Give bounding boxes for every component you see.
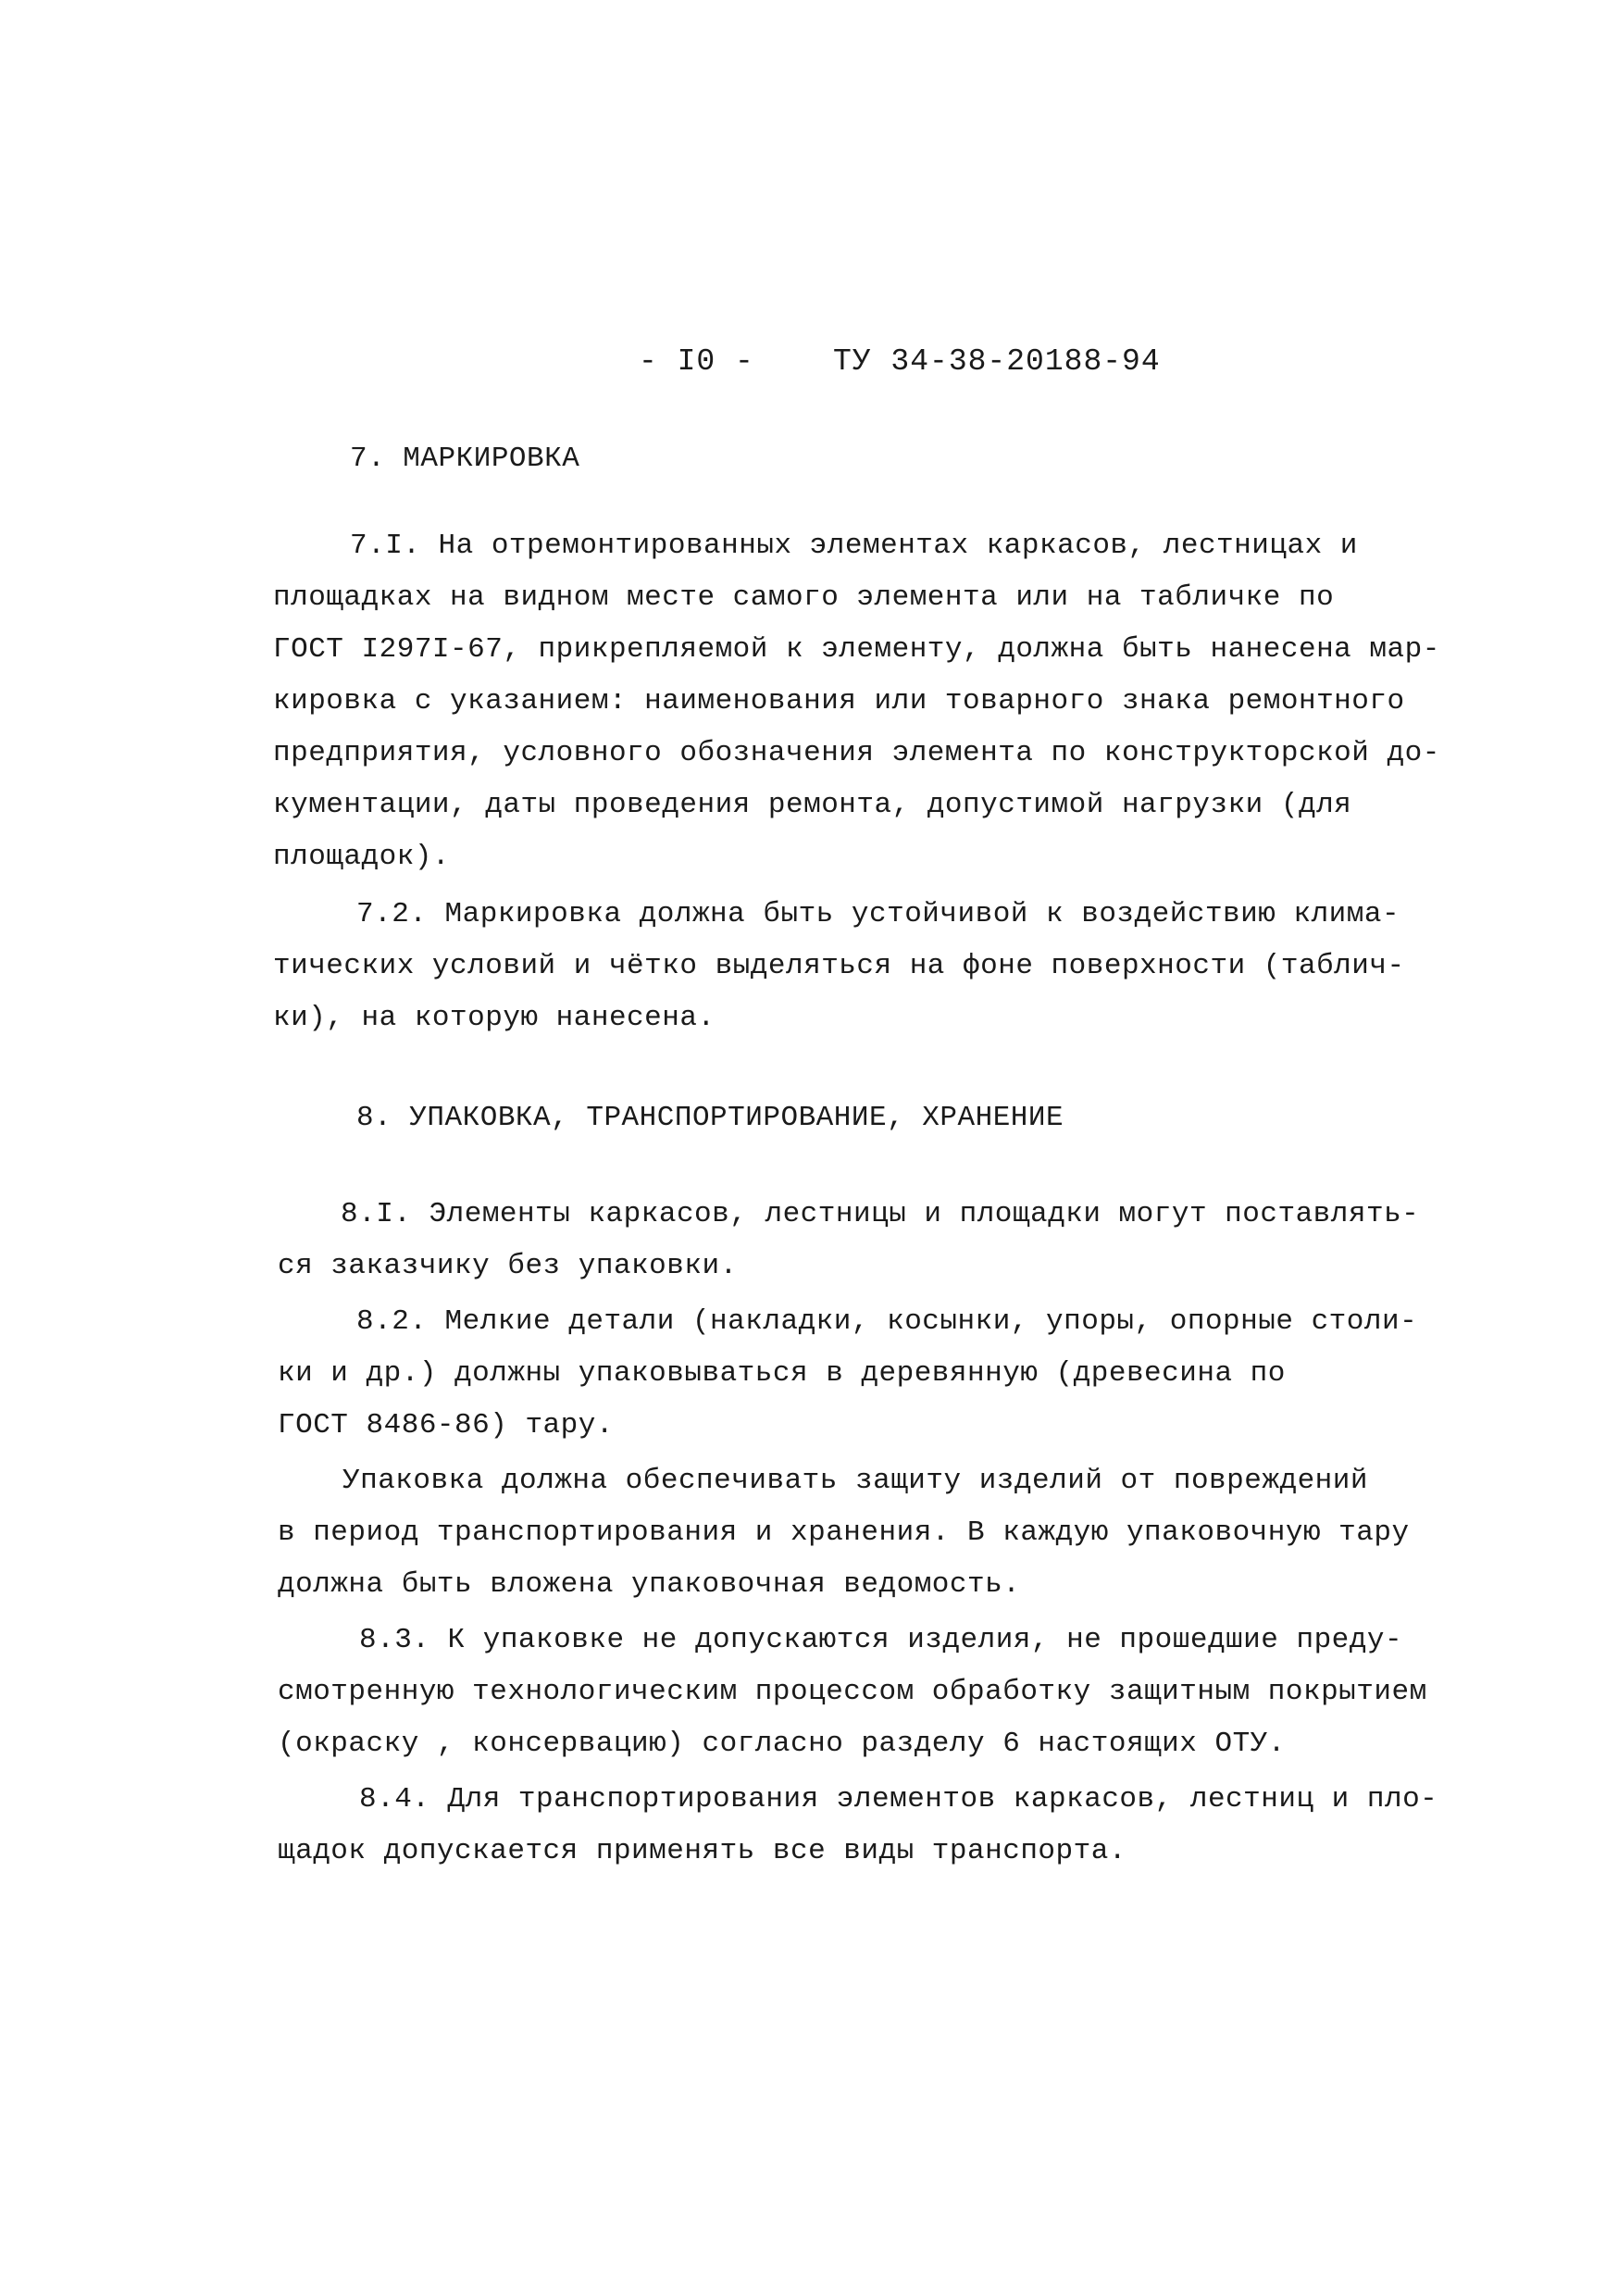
document-code: ТУ 34-38-20188-94 (833, 344, 1161, 379)
p71-line-2: площадках на видном месте самого элемента или на табличке по (273, 581, 1335, 614)
p82b-line-2: в период транспортирования и хранения. В каждую упаковочную тару (278, 1516, 1410, 1549)
p71-line-4: кировка с указанием: наименования или товарного знака ремонтного (273, 685, 1405, 718)
p82b-line-1: Упаковка должна обеспечивать защиту изделий от повреждений (342, 1465, 1368, 1497)
p71-line-1: 7.I. На отремонтированных элементах каркасов, лестницах и (350, 530, 1358, 562)
p82-line-2: ки и др.) должны упаковываться в деревянную (древесина по (278, 1357, 1286, 1390)
p72-line-2: тических условий и чётко выделяться на фоне поверхности (таблич- (273, 950, 1405, 982)
section-8-title: 8. УПАКОВКА, ТРАНСПОРТИРОВАНИЕ, ХРАНЕНИЕ (356, 1102, 1064, 1134)
p71-line-7: площадок). (273, 841, 451, 873)
p82-line-3: ГОСТ 8486-86) тару. (278, 1409, 614, 1441)
p83-line-3: (окраску , консервацию) согласно разделу 6 настоящих ОТУ. (278, 1728, 1286, 1760)
page-number: - I0 - (639, 344, 754, 379)
p71-line-3: ГОСТ I297I-67, прикрепляемой к элементу, должна быть нанесена мар- (273, 633, 1440, 666)
p81-line-2: ся заказчику без упаковки. (278, 1250, 738, 1282)
p81-line-1: 8.I. Элементы каркасов, лестницы и площадки могут поставлять- (341, 1198, 1420, 1230)
p72-line-3: ки), на которую нанесена. (273, 1002, 716, 1034)
p82-line-1: 8.2. Мелкие детали (накладки, косынки, упоры, опорные столи- (356, 1305, 1418, 1338)
p71-line-6: кументации, даты проведения ремонта, допустимой нагрузки (для (273, 789, 1352, 821)
p83-line-2: смотренную технологическим процессом обработку защитным покрытием (278, 1676, 1427, 1708)
p83-line-1: 8.3. К упаковке не допускаются изделия, не прошедшие преду- (359, 1624, 1403, 1656)
p82b-line-3: должна быть вложена упаковочная ведомость. (278, 1568, 1021, 1601)
p84-line-2: щадок допускается применять все виды транспорта. (278, 1835, 1126, 1867)
p72-line-1: 7.2. Маркировка должна быть устойчивой к воздействию клима- (356, 898, 1400, 930)
section-7-title: 7. МАРКИРОВКА (350, 443, 580, 475)
p71-line-5: предприятия, условного обозначения элемента по конструкторской до- (273, 737, 1440, 769)
p84-line-1: 8.4. Для транспортирования элементов каркасов, лестниц и пло- (359, 1783, 1438, 1816)
